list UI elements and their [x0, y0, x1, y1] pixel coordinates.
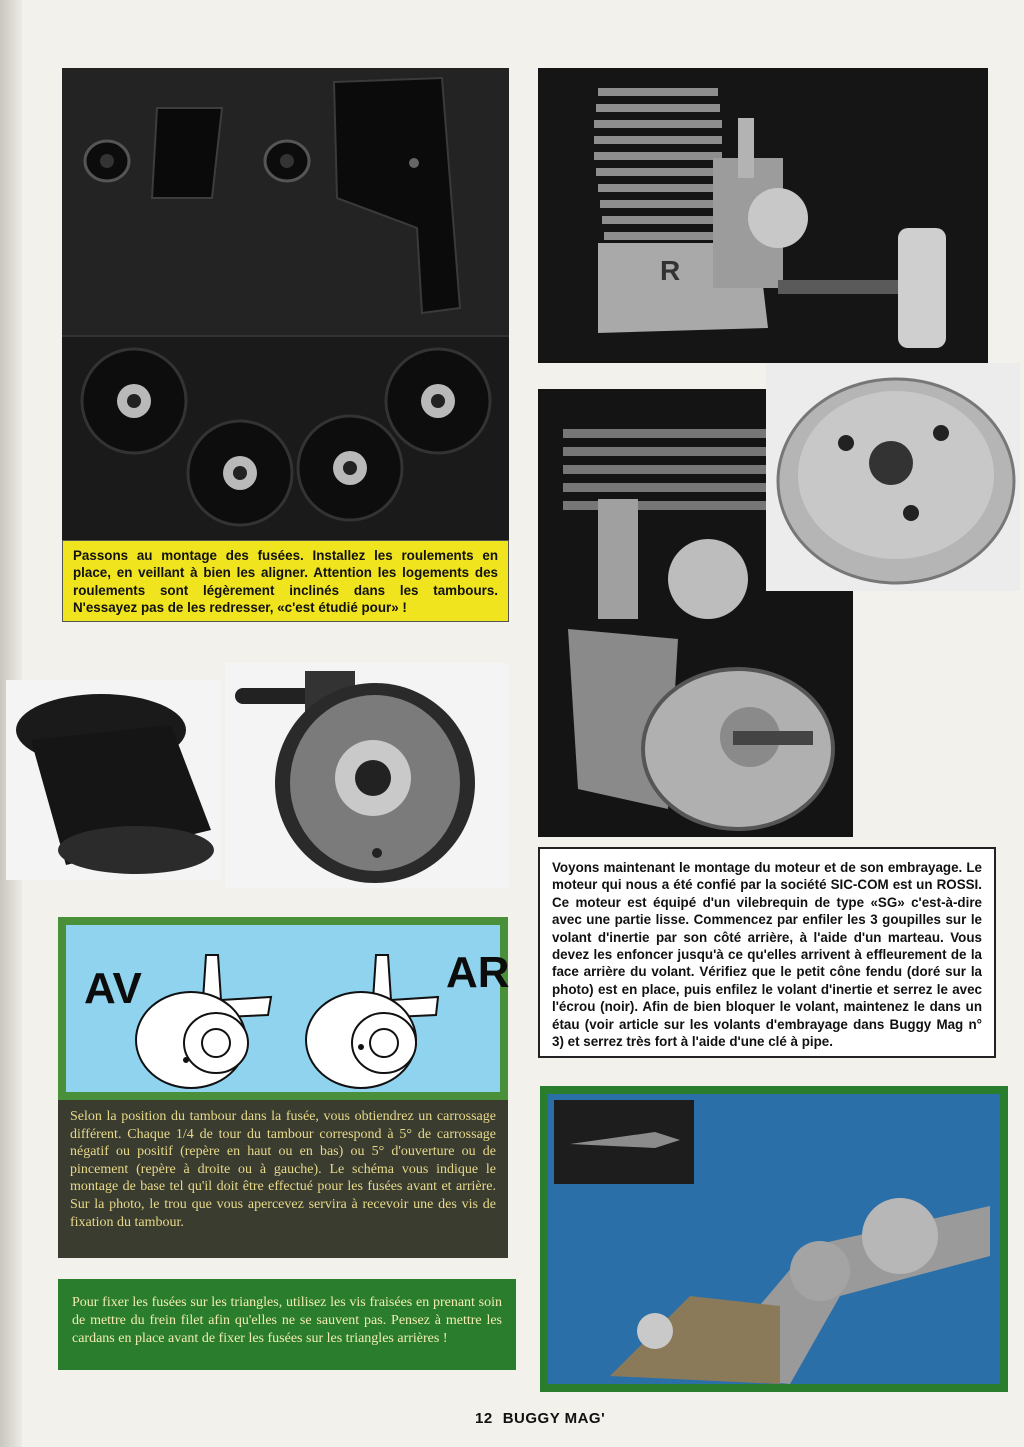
- caption-triangles: Pour fixer les fusées sur les triangles, utilisez les vis fraisées en prenant soin de mettre du frein filet afin qu'elles ne se sauvent pas. Pensez à mettre les cardans en place avant de fixer les fusées sur les triangles arrières !: [72, 1295, 502, 1346]
- photo-bearings-and-drums: [62, 68, 509, 544]
- engine-brand-letter: R: [660, 255, 681, 286]
- photo-engine-flywheel: [538, 68, 988, 363]
- page-number: 12: [475, 1410, 493, 1427]
- diagram-label-front: AV: [84, 964, 142, 1013]
- caption-moteur: Voyons maintenant le montage du moteur et de son embrayage. Le moteur qui nous a été confié par la société SIC-COM est un ROSSI. Ce moteur est équipé d'un vilebrequin de type «SG» c'est-à-dire avec une partie lisse. Commencez par enfiler les 3 goupilles sur le volant d'inertie par son côté arrière, à l'aide d'un marteau. Vous devez les enfoncer jusqu'à ce qu'elles arrivent à effleurement de la face arrière du volant. Vérifiez que le petit cône fendu (doré sur la photo) est en place, puis enfilez le volant d'inertie et serrez le avec l'écrou (noir). Afin de bien bloquer le volant, maintenez le dans un étau (voir article sur les volants d'embrayage dans Buggy Mag n° 3) et serrez très fort à l'aide d'une clé à pipe.: [538, 847, 996, 1058]
- diagram-label-rear: AR: [446, 948, 510, 997]
- diagram-av-ar: [58, 917, 508, 1100]
- caption-fusees: Passons au montage des fusées. Installez les roulements en place, en veillant à bien les aligner. Attention les logements des roulements sont légèrement inclinés dans les tambours. N'essayez pas de les redresser, «c'est étudié pour» !: [62, 540, 509, 622]
- photo-black-drum: [6, 680, 221, 880]
- page-footer: [475, 1410, 615, 1427]
- photo-drum-in-fusee: [225, 663, 509, 888]
- magazine-name: BUGGY MAG': [502, 1410, 606, 1427]
- photo-flywheel-detail: [766, 363, 1020, 591]
- caption-tambour: Selon la position du tambour dans la fusée, vous obtiendrez un carrossage différent. Chaque 1/4 de tour du tambour correspond à 5° de carrossage négatif ou positif (repère en haut ou en bas) ou 5° d'ouverture ou de pincement (repère à droite ou à gauche). Le schéma vous indique le montage de base tel qu'il doit être effectué pour les fusées avant et arrière. Sur la photo, le trou que vous apercevez servira à recevoir une des vis de fixation du tambour.: [58, 1100, 508, 1258]
- diagram-panel: [66, 925, 510, 1092]
- photo-wrench-tightening: [540, 1086, 1008, 1392]
